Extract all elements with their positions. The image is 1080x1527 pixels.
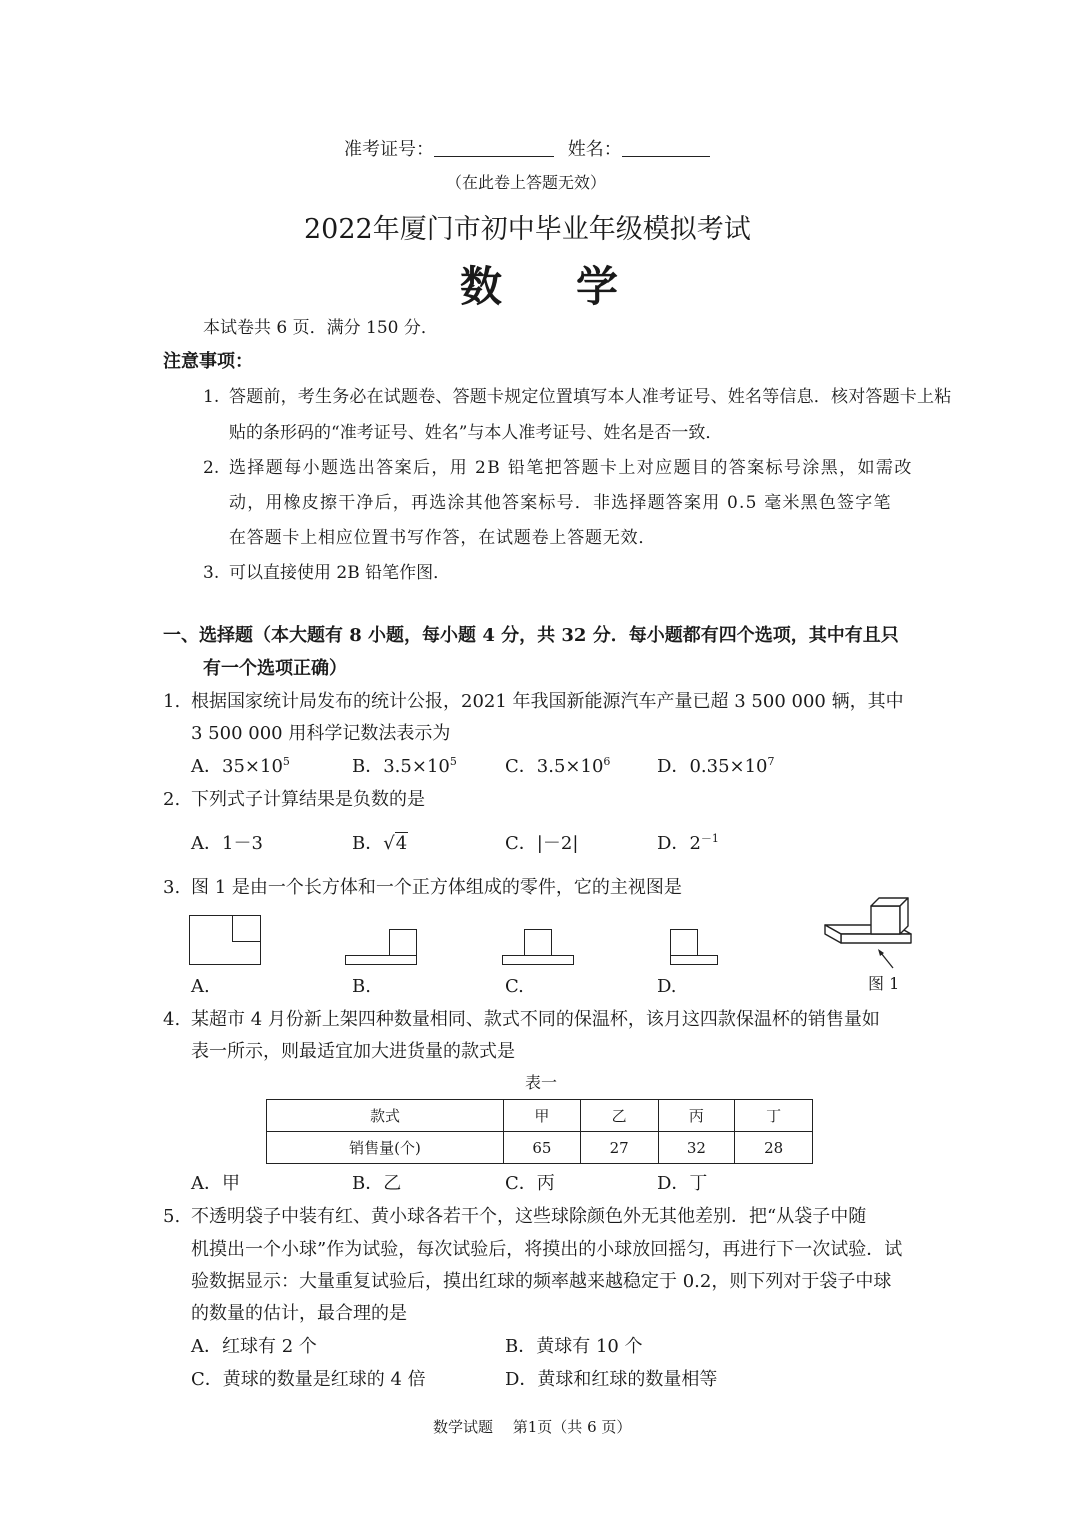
notice-1-line1: 答题前，考生务必在试题卷、答题卡规定位置填写本人准考证号、姓名等信息．核对答题卡上粘 <box>229 387 952 407</box>
q1-option-d: D．$0.35\times 10^7$ <box>657 755 775 777</box>
paper-info: 本试卷共 6 页．满分 150 分． <box>203 318 438 338</box>
notice-3-line1: 可以直接使用 2B 铅笔作图． <box>229 563 451 583</box>
exam-id-label: 准考证号： <box>344 139 434 160</box>
q3-figure-1 <box>818 890 918 970</box>
table-cell: 款式 <box>267 1100 504 1132</box>
exam-id-row <box>344 138 710 162</box>
q3-option-a-label: A. <box>191 976 210 997</box>
table-cell: 32 <box>658 1132 735 1164</box>
q5-option-c: C．黄球的数量是红球的 4 倍 <box>191 1369 426 1390</box>
notice-2-line3: 在答题卡上相应位置书写作答，在试题卷上答题无效． <box>229 528 657 548</box>
table-cell: 甲 <box>504 1100 581 1132</box>
abs-bar-right-icon: | <box>572 833 579 854</box>
q5-option-d: D．黄球和红球的数量相等 <box>505 1369 718 1390</box>
table-cell: 27 <box>580 1132 658 1164</box>
q4-option-b: B．乙 <box>352 1173 402 1194</box>
q1-line2: 3 500 000 用科学记数法表示为 <box>191 723 451 744</box>
exam-title: 2022年厦门市初中毕业年级模拟考试 <box>304 214 751 245</box>
q2-option-a: A．1－3 <box>191 833 263 854</box>
notice-heading: 注意事项： <box>163 351 253 372</box>
q4-option-c: C．丙 <box>505 1173 555 1194</box>
notice-3-num: 3. <box>203 563 220 583</box>
q3-number: 3. <box>163 877 181 898</box>
sales-table <box>266 1099 813 1164</box>
notice-2-line2: 动，用橡皮擦干净后，再选涂其他答案标号．非选择题答案用 0.5 毫米黑色签字笔 <box>229 493 892 513</box>
sqrt-sign-icon: √ <box>383 833 395 854</box>
q1-number: 1. <box>163 691 181 712</box>
q1-option-b: B．$3.5\times 10^5$ <box>352 755 457 777</box>
q4-table-caption: 表一 <box>525 1073 558 1092</box>
notice-2-line1: 选择题每小题选出答案后，用 2B 铅笔把答题卡上对应题目的答案标号涂黑，如需改 <box>229 458 913 478</box>
q3-option-d-label: D. <box>657 976 677 997</box>
table-cell: 丙 <box>658 1100 735 1132</box>
notice-2-num: 2. <box>203 458 220 478</box>
table-cell: 销售量(个) <box>267 1132 504 1164</box>
exam-id-blank <box>434 140 554 157</box>
section1-heading-line1: 一、选择题（本大题有 8 小题，每小题 4 分，共 32 分．每小题都有四个选项，其中有且只 <box>163 625 899 646</box>
q1-option-a: A．$35\times 10^5$ <box>191 755 290 777</box>
invalid-note: （在此卷上答题无效） <box>446 173 607 192</box>
q3-option-b-label: B. <box>352 976 371 997</box>
abs-bar-left-icon: | <box>536 833 543 854</box>
section1-heading-line2: 有一个选项正确） <box>203 658 347 679</box>
q4-option-d: D．丁 <box>657 1173 708 1194</box>
table-cell: 丁 <box>735 1100 813 1132</box>
notice-1-line2: 贴的条形码的“准考证号、姓名”与本人准考证号、姓名是否一致． <box>229 423 723 443</box>
q5-option-b: B．黄球有 10 个 <box>505 1336 643 1357</box>
table-row <box>267 1132 813 1164</box>
q4-line1: 某超市 4 月份新上架四种数量相同、款式不同的保温杯，该月这四款保温杯的销售量如 <box>191 1009 880 1030</box>
q5-line4: 的数量的估计，最合理的是 <box>191 1303 407 1324</box>
q5-number: 5. <box>163 1206 181 1227</box>
page-footer: 数学试题 第1页（共 6 页） <box>433 1418 632 1436</box>
q4-number: 4. <box>163 1009 181 1030</box>
table-cell: 28 <box>735 1132 813 1164</box>
q4-line2: 表一所示，则最适宜加大进货量的款式是 <box>191 1041 515 1062</box>
name-blank <box>622 140 710 157</box>
q2-text: 下列式子计算结果是负数的是 <box>191 789 425 810</box>
q2-number: 2. <box>163 789 181 810</box>
q4-option-a: A．甲 <box>191 1173 240 1194</box>
notice-1-num: 1. <box>203 387 220 407</box>
q2-option-b: B．√4 <box>352 833 408 854</box>
subject-left: 数 <box>460 262 503 311</box>
q1-line1: 根据国家统计局发布的统计公报，2021 年我国新能源汽车产量已超 3 500 000 辆，其中 <box>191 691 904 712</box>
q5-option-a: A．红球有 2 个 <box>191 1336 317 1357</box>
q3-figure-caption: 图 1 <box>868 974 900 993</box>
view-direction-arrow <box>881 953 893 968</box>
table-cell: 乙 <box>580 1100 658 1132</box>
table-header-row <box>267 1100 813 1132</box>
q5-line3: 验数据显示：大量重复试验后，摸出红球的频率越来越稳定于 0.2，则下列对于袋子中球 <box>191 1271 892 1292</box>
name-label: 姓名： <box>567 139 622 160</box>
table-cell: 65 <box>504 1132 581 1164</box>
q1-option-c: C．$3.5\times 10^6$ <box>505 755 611 777</box>
q5-line1: 不透明袋子中装有红、黄小球各若干个，这些球除颜色外无其他差别．把“从袋子中随 <box>191 1206 867 1227</box>
q3-text: 图 1 是由一个长方体和一个正方体组成的零件，它的主视图是 <box>191 877 682 898</box>
subject-right: 学 <box>576 262 619 311</box>
q2-option-c: C．|－2| <box>505 833 579 854</box>
q2-option-d: D．$2^{-1}$ <box>657 832 719 854</box>
q5-line2: 机摸出一个小球”作为试验，每次试验后，将摸出的小球放回摇匀，再进行下一次试验．试 <box>191 1239 903 1260</box>
q3-option-c-label: C. <box>505 976 524 997</box>
